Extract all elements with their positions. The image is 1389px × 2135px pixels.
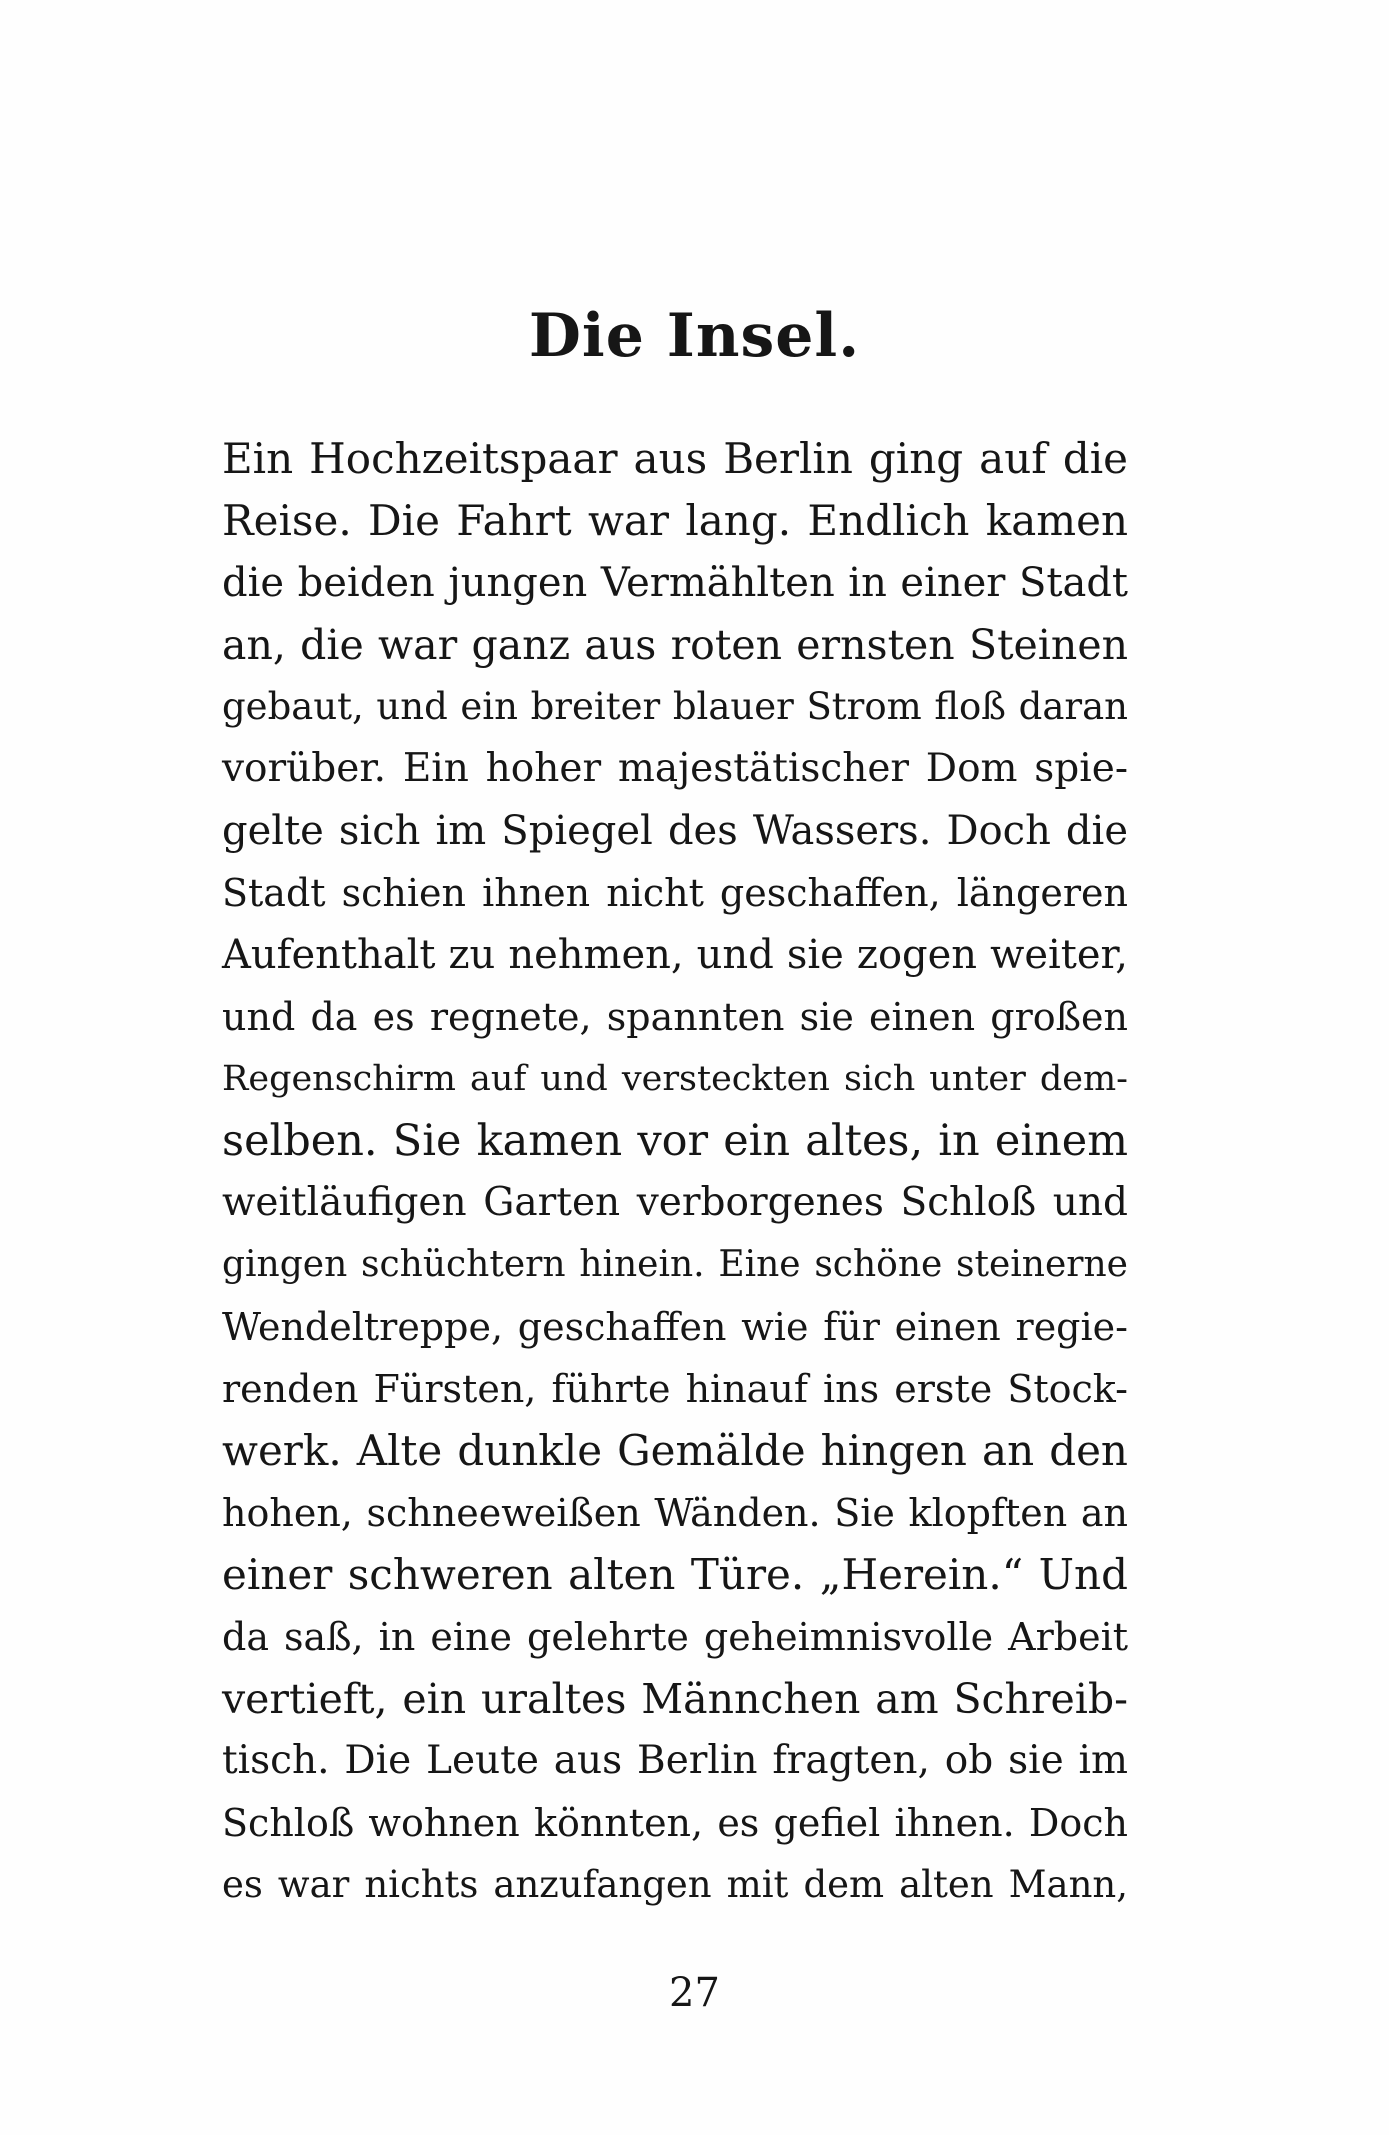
text-line: gelte sich im Spiegel des Wassers. Doch die (222, 808, 1128, 854)
text-line: und da es regnete, spannten sie einen großen (222, 995, 1128, 1039)
text-line: die beiden jungen Vermählten in einer Stadt (222, 560, 1128, 606)
text-line: an, die war ganz aus roten ernsten Steinen (222, 621, 1128, 669)
text-line: selben. Sie kamen vor ein altes, in einem (222, 1116, 1128, 1166)
text-line: gebaut, und ein breiter blauer Strom floß daran (222, 685, 1128, 728)
text-line: werk. Alte dunkle Gemälde hingen an den (222, 1426, 1128, 1475)
text-line: Reise. Die Fahrt war lang. Endlich kamen (222, 496, 1128, 545)
page-number: 27 (669, 1970, 720, 2016)
text-line: es war nichts anzufangen mit dem alten Mann, (222, 1863, 1128, 1906)
text-line: vertieft, ein uraltes Männchen am Schreib- (222, 1675, 1128, 1723)
text-line: Regenschirm auf und versteckten sich unter dem- (222, 1059, 1128, 1099)
text-line: vorüber. Ein hoher majestätischer Dom spie- (222, 746, 1128, 791)
text-line: Ein Hochzeitspaar aus Berlin ging auf die (222, 434, 1128, 483)
text-line: renden Fürsten, führte hinauf ins erste Stock- (222, 1367, 1128, 1411)
text-line: tisch. Die Leute aus Berlin fragten, ob sie im (222, 1738, 1128, 1783)
text-line: einer schweren alten Türe. „Herein.“ Und (222, 1550, 1128, 1599)
text-line: gingen schüchtern hinein. Eine schöne steinerne (222, 1244, 1128, 1285)
chapter-title: Die Insel. (528, 301, 861, 371)
text-line: Schloß wohnen könnten, es gefiel ihnen. Doch (222, 1801, 1128, 1845)
body-text (222, 428, 1128, 1916)
text-line: weitläufigen Garten verborgenes Schloß und (222, 1180, 1128, 1225)
text-line: da saß, in eine gelehrte geheimnisvolle Arbeit (222, 1615, 1128, 1659)
text-line: Aufenthalt zu nehmen, und sie zogen weiter, (222, 932, 1128, 978)
text-line: hohen, schneeweißen Wänden. Sie klopften an (222, 1491, 1128, 1535)
text-line: Wendeltreppe, geschaffen wie für einen regie- (222, 1305, 1128, 1349)
text-line: Stadt schien ihnen nicht geschaffen, längeren (222, 871, 1128, 915)
